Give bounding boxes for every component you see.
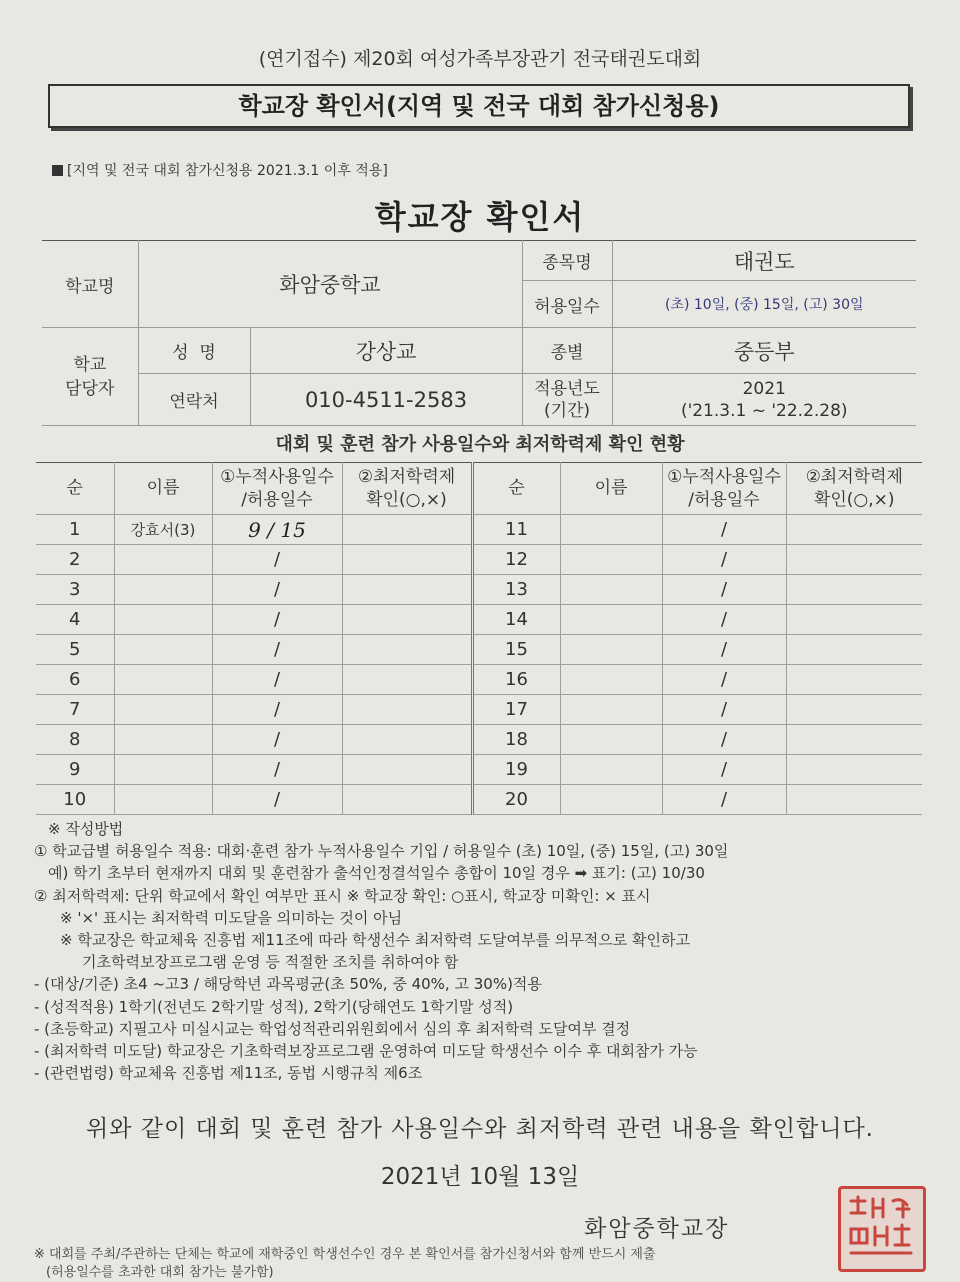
school-label: 학교명 [42, 241, 138, 328]
header-minimum-right-line1: ②최저학력제 [805, 466, 903, 487]
row-name [114, 755, 212, 785]
row-days: / [662, 665, 786, 695]
table-row [36, 665, 922, 695]
row-no: 2 [36, 545, 114, 575]
row-no: 10 [36, 785, 114, 815]
instructions [34, 818, 934, 1084]
footnote-line-1: ※ 대회를 주최/주관하는 단체는 학교에 재학중인 학생선수인 경우 본 확인서를 참가신청서와 함께 반드시 제출 [34, 1247, 656, 1262]
row-name [114, 725, 212, 755]
contact-value: 010-4511-2583 [250, 374, 522, 426]
row-name [560, 545, 662, 575]
row-no: 1 [36, 515, 114, 545]
instruction-line: - (최저학력 미도달) 학교장은 기초학력보장프로그램 운영하여 미도달 학생선수 이수 후 대회참가 가능 [34, 1042, 698, 1061]
row-minimum-check [786, 695, 922, 725]
row-minimum-check [342, 785, 472, 815]
table-row [36, 545, 922, 575]
row-no: 5 [36, 635, 114, 665]
sport-value: 태권도 [612, 241, 916, 281]
school-value: 화암중학교 [138, 241, 522, 328]
row-days: / [662, 725, 786, 755]
row-days: / [212, 695, 342, 725]
header-no-left: 순 [36, 463, 114, 515]
row-minimum-check [342, 725, 472, 755]
row-days: / [662, 695, 786, 725]
row-minimum-check [342, 755, 472, 785]
row-name [560, 605, 662, 635]
header-minimum-left [342, 463, 472, 515]
header-days-left-line1: ①누적사용일수 [220, 466, 334, 487]
confirmation-statement: 위와 같이 대회 및 훈련 참가 사용일수와 최저학력 관련 내용을 확인합니다. [86, 1116, 874, 1142]
row-no: 9 [36, 755, 114, 785]
row-name [114, 635, 212, 665]
row-minimum-check [786, 575, 922, 605]
row-name [560, 665, 662, 695]
row-no: 17 [472, 695, 560, 725]
row-days: / [212, 545, 342, 575]
header-days-right-line2: /허용일수 [688, 489, 760, 510]
row-no: 6 [36, 665, 114, 695]
row-days: 9 / 15 [212, 515, 342, 545]
instruction-line: - (관련법령) 학교체육 진흥법 제11조, 동법 시행규칙 제6조 [34, 1064, 423, 1083]
status-table [36, 462, 922, 815]
row-minimum-check [786, 755, 922, 785]
row-name: 강효서(3) [114, 515, 212, 545]
signing-date: 2021년 10월 13일 [380, 1164, 580, 1190]
row-no: 3 [36, 575, 114, 605]
row-days: / [212, 635, 342, 665]
row-name [114, 665, 212, 695]
header-days-left [212, 463, 342, 515]
instruction-line: ※ 작성방법 [48, 820, 124, 838]
row-minimum-check [342, 695, 472, 725]
instruction-line: ※ 학교장은 학교체육 진흥법 제11조에 따라 학생선수 최저학력 도달여부를 의무적으로 확인하고 [60, 931, 690, 950]
info-table [42, 240, 916, 426]
square-bullet-icon [52, 165, 63, 176]
row-minimum-check [342, 665, 472, 695]
row-days: / [212, 725, 342, 755]
header-minimum-left-line1: ②최저학력제 [357, 466, 456, 487]
header-minimum-left-line2: 확인(○,×) [366, 489, 447, 510]
contact-label: 연락처 [138, 374, 250, 426]
row-days: / [212, 785, 342, 815]
row-days: / [212, 665, 342, 695]
row-no: 14 [472, 605, 560, 635]
row-days: / [662, 635, 786, 665]
row-name [560, 635, 662, 665]
row-days: / [212, 605, 342, 635]
footnote [34, 1246, 656, 1282]
table-row [36, 575, 922, 605]
instruction-line: 기초학력보장프로그램 운영 등 적절한 조치를 취하여야 함 [82, 953, 459, 972]
row-name [114, 785, 212, 815]
header-days-right-line1: ①누적사용일수 [667, 466, 781, 487]
year-value: 2021 [742, 378, 786, 399]
row-minimum-check [786, 665, 922, 695]
row-no: 13 [472, 575, 560, 605]
division-label: 종별 [522, 328, 612, 374]
row-no: 7 [36, 695, 114, 725]
document-banner: 학교장 확인서(지역 및 전국 대회 참가신청용) [48, 84, 910, 128]
instruction-line: - (성적적용) 1학기(전년도 2학기말 성적), 2학기(당해연도 1학기말 성적) [34, 997, 514, 1016]
row-name [560, 785, 662, 815]
row-no: 12 [472, 545, 560, 575]
row-days: / [662, 575, 786, 605]
header-minimum-right [786, 463, 922, 515]
row-minimum-check [786, 635, 922, 665]
table-row [36, 605, 922, 635]
row-no: 19 [472, 755, 560, 785]
row-no: 11 [472, 515, 560, 545]
applies-note [52, 160, 388, 180]
row-no: 4 [36, 605, 114, 635]
row-no: 18 [472, 725, 560, 755]
document-title: 학교장 확인서 [374, 198, 586, 236]
row-no: 15 [472, 635, 560, 665]
year-label: 적용년도 (기간) [522, 374, 612, 426]
table-row [36, 635, 922, 665]
allowed-days-value: (초) 10일, (중) 15일, (고) 30일 [612, 281, 916, 328]
instruction-line: ※ '×' 표시는 최저학력 미도달을 의미하는 것이 아님 [60, 908, 403, 927]
row-name [114, 695, 212, 725]
row-name [560, 575, 662, 605]
year-cell [612, 374, 916, 426]
status-title: 대회 및 훈련 참가 사용일수와 최저학력제 확인 현황 [275, 434, 685, 455]
row-name [560, 725, 662, 755]
row-no: 8 [36, 725, 114, 755]
row-minimum-check [786, 545, 922, 575]
seal-icon [841, 1189, 923, 1269]
table-row [36, 515, 922, 545]
row-minimum-check [342, 635, 472, 665]
table-row [36, 755, 922, 785]
row-minimum-check [786, 515, 922, 545]
row-days: / [662, 515, 786, 545]
division-value: 중등부 [612, 328, 916, 374]
table-row [36, 725, 922, 755]
row-minimum-check [786, 725, 922, 755]
allowed-days-label: 허용일수 [522, 281, 612, 328]
header-days-left-line2: /허용일수 [241, 489, 313, 510]
table-row [36, 695, 922, 725]
header-name-right: 이름 [560, 463, 662, 515]
header-name-left: 이름 [114, 463, 212, 515]
row-days: / [662, 545, 786, 575]
row-name [560, 755, 662, 785]
sport-label: 종목명 [522, 241, 612, 281]
footnote-line-2: (허용일수를 초과한 대회 참가는 불가함) [46, 1265, 274, 1280]
row-minimum-check [342, 605, 472, 635]
table-row [36, 785, 922, 815]
applies-note-text: [지역 및 전국 대회 참가신청용 2021.3.1 이후 적용] [67, 163, 388, 179]
row-days: / [212, 575, 342, 605]
row-minimum-check [342, 515, 472, 545]
row-days: / [662, 755, 786, 785]
row-name [560, 515, 662, 545]
instruction-line: - (초등학교) 지필고사 미실시교는 학업성적관리위원회에서 심의 후 최저학력 도달여부 결정 [34, 1019, 631, 1038]
row-minimum-check [342, 575, 472, 605]
row-days: / [662, 785, 786, 815]
row-minimum-check [342, 545, 472, 575]
header-no-right: 순 [472, 463, 560, 515]
instruction-line: - (대상/기준) 초4 ~고3 / 해당학년 과목평균(초 50%, 중 40%, 고 30%)적용 [34, 975, 542, 994]
header-days-right [662, 463, 786, 515]
header-minimum-right-line2: 확인(○,×) [813, 489, 895, 510]
name-value: 강상교 [250, 328, 522, 374]
instruction-line: ② 최저학력제: 단위 학교에서 확인 여부만 표시 ※ 학교장 확인: ○표시, 학교장 미확인: × 표시 [34, 886, 651, 905]
row-no: 20 [472, 785, 560, 815]
row-name [114, 575, 212, 605]
principal-signature: 화암중학교장 [584, 1216, 730, 1242]
school-seal-stamp [838, 1186, 926, 1272]
year-period: ('21.3.1 ~ '22.2.28) [680, 400, 848, 421]
instruction-line: 예) 학기 초부터 현재까지 대회 및 훈련참가 출석인정결석일수 총합이 10일 경우 ➡ 표기: (고) 10/30 [48, 864, 705, 883]
event-title: (연기접수) 제20회 여성가족부장관기 전국태권도대회 [258, 48, 702, 70]
row-no: 16 [472, 665, 560, 695]
manager-label: 학교 담당자 [42, 328, 138, 426]
row-name [560, 695, 662, 725]
instruction-line: ① 학교급별 허용일수 적용: 대회·훈련 참가 누적사용일수 기입 / 허용일수 (초) 10일, (중) 15일, (고) 30일 [34, 842, 729, 861]
row-minimum-check [786, 785, 922, 815]
row-days: / [662, 605, 786, 635]
row-days: / [212, 755, 342, 785]
name-label: 성 명 [138, 328, 250, 374]
row-name [114, 545, 212, 575]
row-minimum-check [786, 605, 922, 635]
row-name [114, 605, 212, 635]
